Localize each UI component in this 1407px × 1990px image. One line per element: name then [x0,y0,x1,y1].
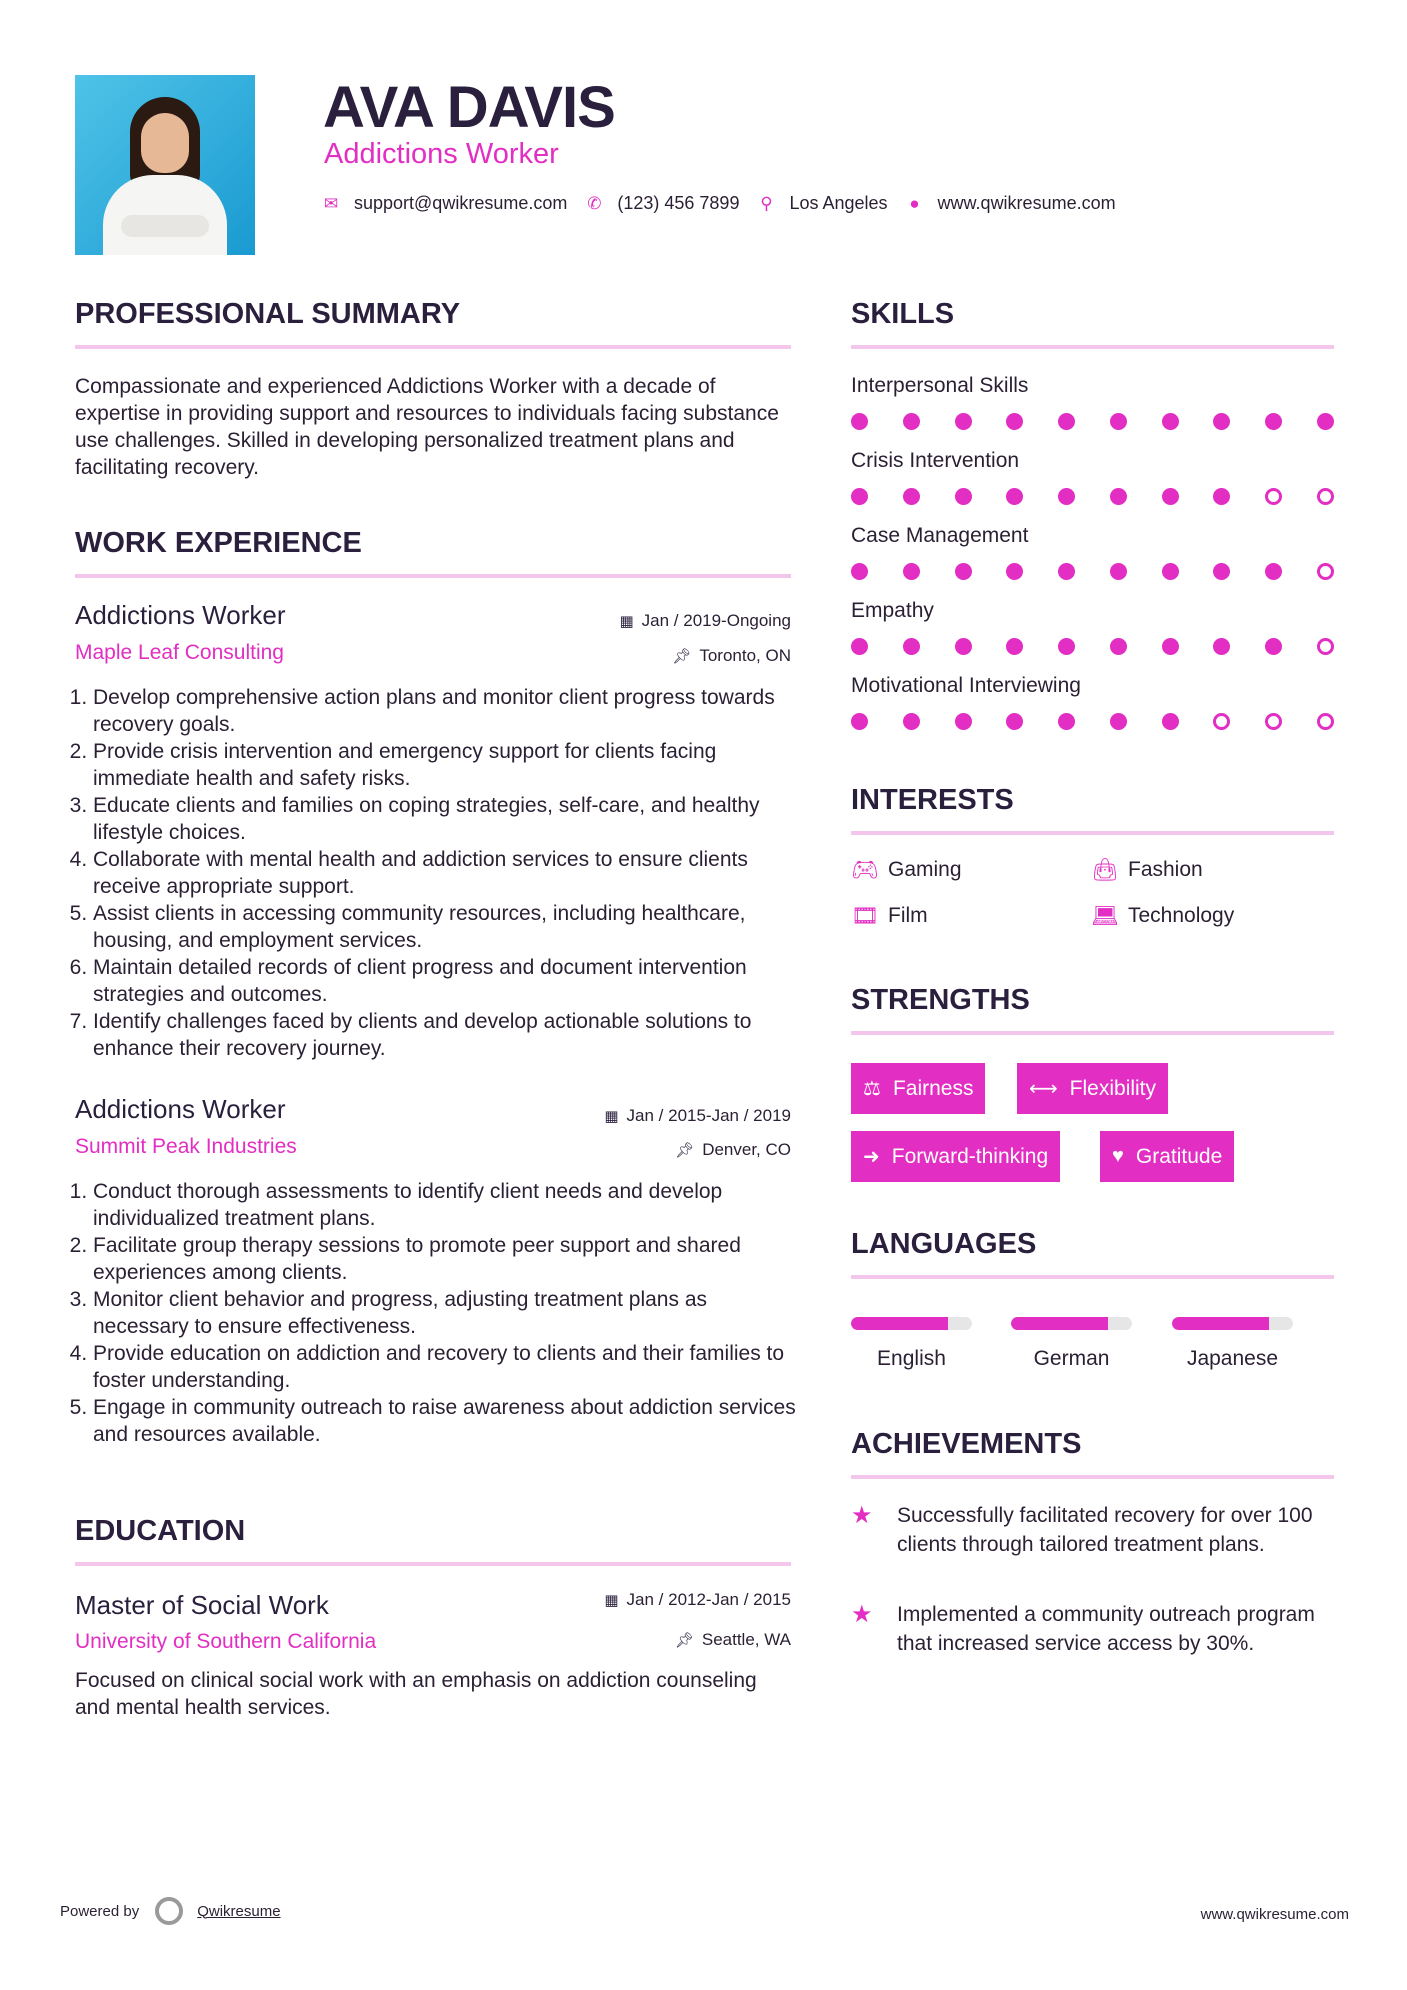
calendar-icon: ▦ [604,1108,619,1125]
rating-dot-filled [1162,713,1179,730]
rating-dot-filled [1213,413,1230,430]
language-name: Japanese [1186,1347,1279,1370]
rating-dot-filled [955,488,972,505]
skills-heading: SKILLS [851,298,955,330]
job-title: Addictions Worker [75,600,286,630]
list-item: 2. Provide crisis intervention and emergency support for clients facing immediate health and safety risks. [93,738,800,792]
skill-name: Interpersonal Skills [851,374,1029,397]
rating-dot-filled [851,413,868,430]
interests-heading: INTERESTS [851,784,1014,816]
rating-dot-filled [1110,413,1127,430]
job-duties [75,684,800,1062]
arrow-right-icon: ➜ [863,1146,880,1168]
job-dates: ▦ Jan / 2019-Ongoing [619,611,791,630]
list-item: 3. Monitor client behavior and progress, adjusting treatment plans as necessary to ensure effectiveness. [93,1286,800,1340]
summary-heading: PROFESSIONAL SUMMARY [75,298,461,330]
education-heading: EDUCATION [75,1515,246,1547]
profile-photo [75,75,255,255]
skill-name: Case Management [851,524,1029,547]
phone-icon: ✆ [587,193,602,213]
rating-dot-filled [851,488,868,505]
email-text: support@qwikresume.com [354,193,568,213]
footer-website[interactable]: www.qwikresume.com [1200,1906,1349,1923]
achievement-item: ★ Successfully facilitated recovery for over 100 clients through tailored treatment plans. [851,1501,1331,1559]
pushpin-icon: 📌︎ [672,648,692,665]
strength-badge: ➜ Forward-thinking [851,1131,1060,1182]
language-level-bar [1011,1317,1132,1330]
rating-dot-filled [1058,563,1075,580]
rating-dot-filled [1110,488,1127,505]
language-level-bar [1172,1317,1293,1330]
rating-dot-filled [1317,413,1334,430]
rating-dot-filled [1265,638,1282,655]
rating-dot-filled [1006,563,1023,580]
rating-dot-filled [955,413,972,430]
list-item: 6. Maintain detailed records of client progress and document intervention strategies and outcomes. [93,954,800,1008]
footer-powered-by [60,1897,281,1925]
rating-dot-filled [1110,563,1127,580]
rating-dot-filled [1213,638,1230,655]
gamepad-icon: 🎮︎ [851,857,879,882]
work-heading: WORK EXPERIENCE [75,527,362,559]
list-item: 3. Educate clients and families on coping strategies, self-care, and healthy lifestyle choices. [93,792,800,846]
list-item: 1. Conduct thorough assessments to identify client needs and develop individualized treatment plans. [93,1178,800,1232]
languages-heading: LANGUAGES [851,1228,1037,1260]
language-level-fill [1011,1317,1108,1330]
summary-text: Compassionate and experienced Addictions Worker with a decade of expertise in providing support and resources to individuals facing substance use challenges. Skilled in developing personalized treatment plans and facilitating recovery. [75,375,779,479]
rating-dot-filled [1058,488,1075,505]
rating-dot-filled [1162,413,1179,430]
rating-dot-filled [1265,563,1282,580]
contact-location [757,193,887,214]
summary-rule [75,345,791,349]
calendar-icon: ▦ [604,1592,619,1609]
qwikresume-logo-icon [155,1897,183,1925]
skill-rating [851,638,1334,655]
rating-dot-filled [1213,563,1230,580]
achievement-item: ★ Implemented a community outreach program that increased service access by 30%. [851,1600,1331,1658]
rating-dot-filled [851,638,868,655]
job-dates: ▦ Jan / 2015-Jan / 2019 [604,1106,791,1125]
list-item: 4. Collaborate with mental health and addiction services to ensure clients receive appropriate support. [93,846,800,900]
strength-badge: ⟷ Flexibility [1017,1063,1168,1114]
rating-dot-filled [903,563,920,580]
skill-name: Empathy [851,599,934,622]
contact-bar [322,193,1134,214]
arrows-horizontal-icon: ⟷ [1029,1078,1058,1100]
language-level-fill [851,1317,948,1330]
list-item: 7. Identify challenges faced by clients and develop actionable solutions to enhance their recovery journey. [93,1008,800,1062]
list-item: 1. Develop comprehensive action plans and monitor client progress towards recovery goals. [93,684,800,738]
map-pin-icon: ⚲ [760,193,773,213]
skill-rating [851,413,1334,430]
rating-dot-empty [1317,638,1334,655]
pushpin-icon: 📌︎ [675,1142,695,1159]
rating-dot-filled [903,638,920,655]
calendar-icon: ▦ [619,613,634,630]
job-company: Maple Leaf Consulting [75,641,284,664]
skill-name: Crisis Intervention [851,449,1020,472]
rating-dot-filled [903,488,920,505]
heart-icon: ♥ [1112,1145,1124,1167]
strengths-heading: STRENGTHS [851,984,1030,1016]
education-rule [75,1562,791,1566]
strengths-rule [851,1031,1334,1035]
rating-dot-empty [1317,713,1334,730]
strength-badge: ♥ Gratitude [1100,1131,1234,1182]
rating-dot-filled [1265,413,1282,430]
education-description: Focused on clinical social work with an emphasis on addiction counseling and mental health services. [75,1669,757,1719]
rating-dot-filled [1006,413,1023,430]
skill-rating [851,713,1334,730]
list-item: 5. Engage in community outreach to raise awareness about addiction services and resources available. [93,1394,800,1448]
location-text: Los Angeles [789,193,888,213]
website-text: www.qwikresume.com [937,193,1116,213]
job-duties [75,1178,800,1448]
shooting-star-icon: ★ [851,1502,873,1529]
rating-dot-filled [1162,638,1179,655]
school-name: University of Southern California [75,1630,377,1653]
brand-link[interactable]: Qwikresume [197,1902,281,1920]
candidate-title: Addictions Worker [324,138,559,170]
rating-dot-filled [1006,488,1023,505]
rating-dot-empty [1213,713,1230,730]
contact-email[interactable] [322,193,567,214]
pushpin-icon: 📌︎ [674,1632,694,1649]
rating-dot-empty [1265,488,1282,505]
job-company: Summit Peak Industries [75,1135,297,1158]
rating-dot-filled [1058,413,1075,430]
powered-by-text: Powered by [60,1902,140,1920]
rating-dot-filled [1058,713,1075,730]
languages-rule [851,1275,1334,1279]
rating-dot-empty [1317,563,1334,580]
envelope-icon: ✉ [323,193,339,213]
skill-rating [851,563,1334,580]
rating-dot-filled [1110,713,1127,730]
list-item: 4. Provide education on addiction and recovery to clients and their families to foster understanding. [93,1340,800,1394]
interest-item: 🎞︎ Film [851,903,928,928]
candidate-name: AVA DAVIS [323,75,615,140]
education-dates: ▦ Jan / 2012-Jan / 2015 [604,1590,791,1609]
interest-item: 💻︎ Technology [1091,903,1235,928]
rating-dot-filled [903,413,920,430]
rating-dot-filled [1213,488,1230,505]
language-level-fill [1172,1317,1269,1330]
skill-rating [851,488,1334,505]
rating-dot-filled [1162,563,1179,580]
job-title: Addictions Worker [75,1094,286,1124]
language-name: German [1033,1347,1110,1370]
balance-scale-icon: ⚖ [863,1078,881,1100]
interests-rule [851,831,1334,835]
strength-badge: ⚖ Fairness [851,1063,985,1114]
skills-rule [851,345,1334,349]
skill-name: Motivational Interviewing [851,674,1081,697]
interest-item: 🎮︎ Gaming [851,857,962,882]
rating-dot-filled [1058,638,1075,655]
film-icon: 🎞︎ [851,903,879,928]
rating-dot-empty [1317,488,1334,505]
work-rule [75,574,791,578]
rating-dot-empty [1265,713,1282,730]
rating-dot-filled [1162,488,1179,505]
contact-phone[interactable] [585,193,739,214]
rating-dot-filled [955,563,972,580]
degree-title: Master of Social Work [75,1590,329,1620]
language-level-bar [851,1317,972,1330]
globe-icon: ● [909,193,920,213]
rating-dot-filled [1006,713,1023,730]
rating-dot-filled [903,713,920,730]
contact-website[interactable] [906,193,1116,214]
rating-dot-filled [851,713,868,730]
job-location: 📌︎ Denver, CO [675,1140,791,1159]
rating-dot-filled [955,713,972,730]
rating-dot-filled [1110,638,1127,655]
shooting-star-icon: ★ [851,1601,873,1628]
achievements-rule [851,1475,1334,1479]
rating-dot-filled [1006,638,1023,655]
education-location: 📌︎ Seattle, WA [674,1630,791,1649]
laptop-icon: 💻︎ [1091,903,1119,928]
language-name: English [877,1347,946,1370]
list-item: 2. Facilitate group therapy sessions to promote peer support and shared experiences among clients. [93,1232,800,1286]
achievements-heading: ACHIEVEMENTS [851,1428,1082,1460]
interest-item: 👜︎ Fashion [1091,857,1203,882]
rating-dot-filled [851,563,868,580]
rating-dot-filled [955,638,972,655]
list-item: 5. Assist clients in accessing community resources, including healthcare, housing, and employment services. [93,900,800,954]
phone-text: (123) 456 7899 [617,193,740,213]
job-location: 📌︎ Toronto, ON [672,646,791,665]
shopping-bag-icon: 👜︎ [1091,857,1119,882]
